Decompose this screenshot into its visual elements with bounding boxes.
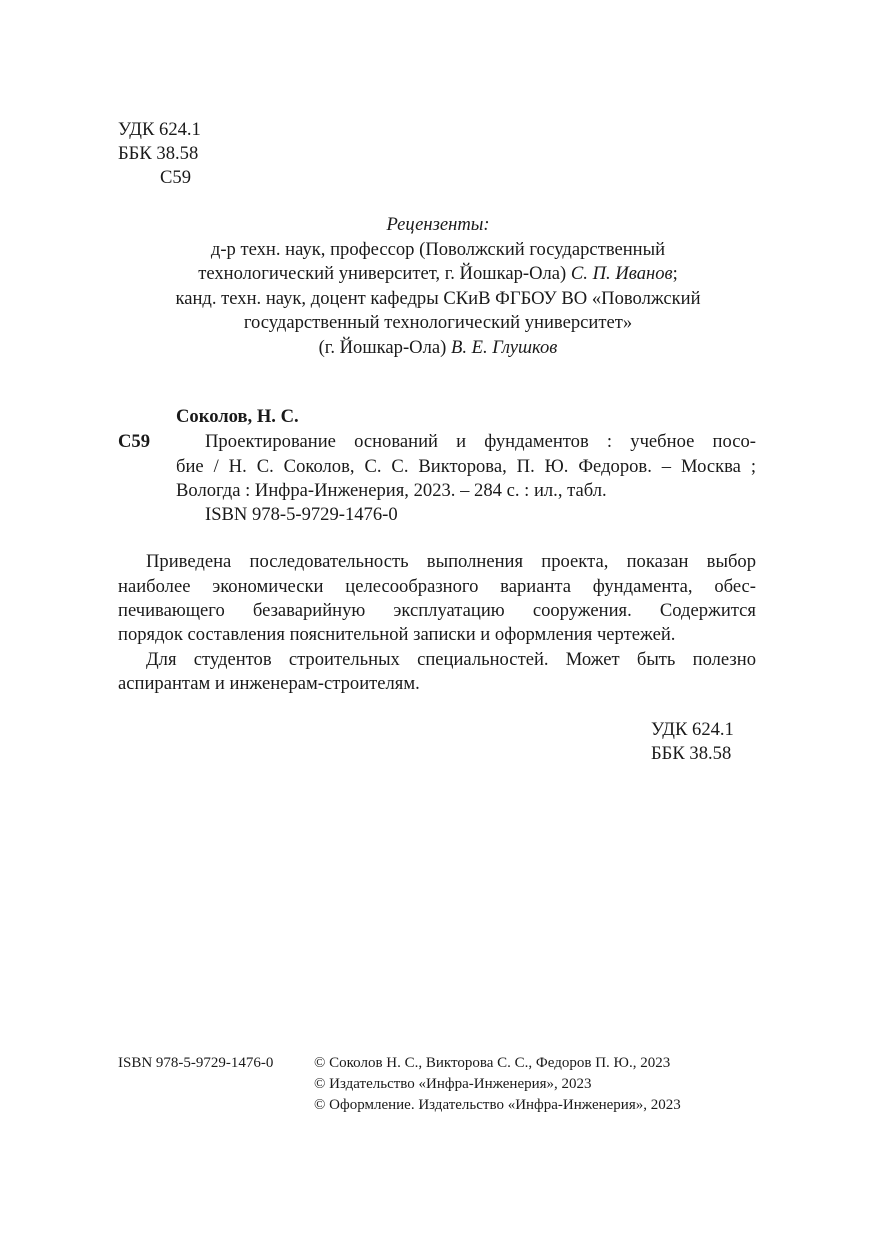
bottom-udk: УДК 624.1 bbox=[651, 719, 734, 740]
top-author-mark: С59 bbox=[160, 167, 191, 188]
reviewer-2-line-3: (г. Йошкар-Ола) В. Е. Глушков bbox=[318, 336, 558, 358]
abstract-p1-line-4: порядок составления пояснительной записки и оформления чертежей. bbox=[118, 624, 676, 645]
bib-mark: С59 bbox=[118, 431, 151, 452]
reviewer-2-name: В. Е. Глушков bbox=[450, 336, 558, 358]
reviewer-2-line-1: канд. техн. наук, доцент кафедры СКиВ ФГБОУ ВО «Поволжский bbox=[175, 287, 701, 309]
bib-author: Соколов, Н. С. bbox=[176, 406, 299, 427]
footer-isbn: ISBN 978-5-9729-1476-0 bbox=[118, 1055, 274, 1071]
reviewer-1-name: С. П. Иванов bbox=[570, 263, 673, 284]
abstract-p2-line-1: Для студентов строительных специальностей. Может быть полезно bbox=[146, 649, 756, 670]
bib-line-3: Вологда : Инфра-Инженерия, 2023. – 284 с. : ил., табл. bbox=[176, 480, 607, 501]
bib-isbn: ISBN 978-5-9729-1476-0 bbox=[205, 504, 398, 525]
top-udk: УДК 624.1 bbox=[118, 119, 201, 140]
top-bbk: ББК 38.58 bbox=[118, 143, 199, 164]
copyright-authors: © Соколов Н. С., Викторова С. С., Федоров П. Ю., 2023 bbox=[314, 1055, 671, 1071]
bib-line-1: Проектирование оснований и фундаментов : учебное посо- bbox=[205, 431, 756, 452]
abstract-p1-line-3: печивающего безаварийную эксплуатацию сооружения. Содержится bbox=[118, 600, 756, 621]
bottom-bbk: ББК 38.58 bbox=[651, 743, 732, 764]
abstract-p2-line-2: аспирантам и инженерам-строителям. bbox=[118, 673, 420, 694]
reviewers-block bbox=[100, 213, 776, 360]
reviewer-1-line-2: технологический университет, г. Йошкар-Ола) С. П. Иванов; bbox=[198, 263, 678, 284]
reviewer-2-line-2: государственный технологический университет» bbox=[243, 312, 633, 333]
reviewer-1-line-1: д-р техн. наук, профессор (Поволжский государственный bbox=[210, 238, 666, 260]
copyright-design: © Оформление. Издательство «Инфра-Инженерия», 2023 bbox=[314, 1097, 681, 1113]
reviewers-heading: Рецензенты: bbox=[386, 214, 490, 235]
abstract-p1-line-1: Приведена последовательность выполнения проекта, показан выбор bbox=[146, 551, 756, 572]
bib-line-2: бие / Н. С. Соколов, С. С. Викторова, П. Ю. Федоров. – Москва ; bbox=[176, 456, 756, 477]
copyright-publisher: © Издательство «Инфра-Инженерия», 2023 bbox=[314, 1076, 592, 1092]
abstract-p1-line-2: наиболее экономически целесообразного варианта фундамента, обес- bbox=[118, 576, 756, 597]
